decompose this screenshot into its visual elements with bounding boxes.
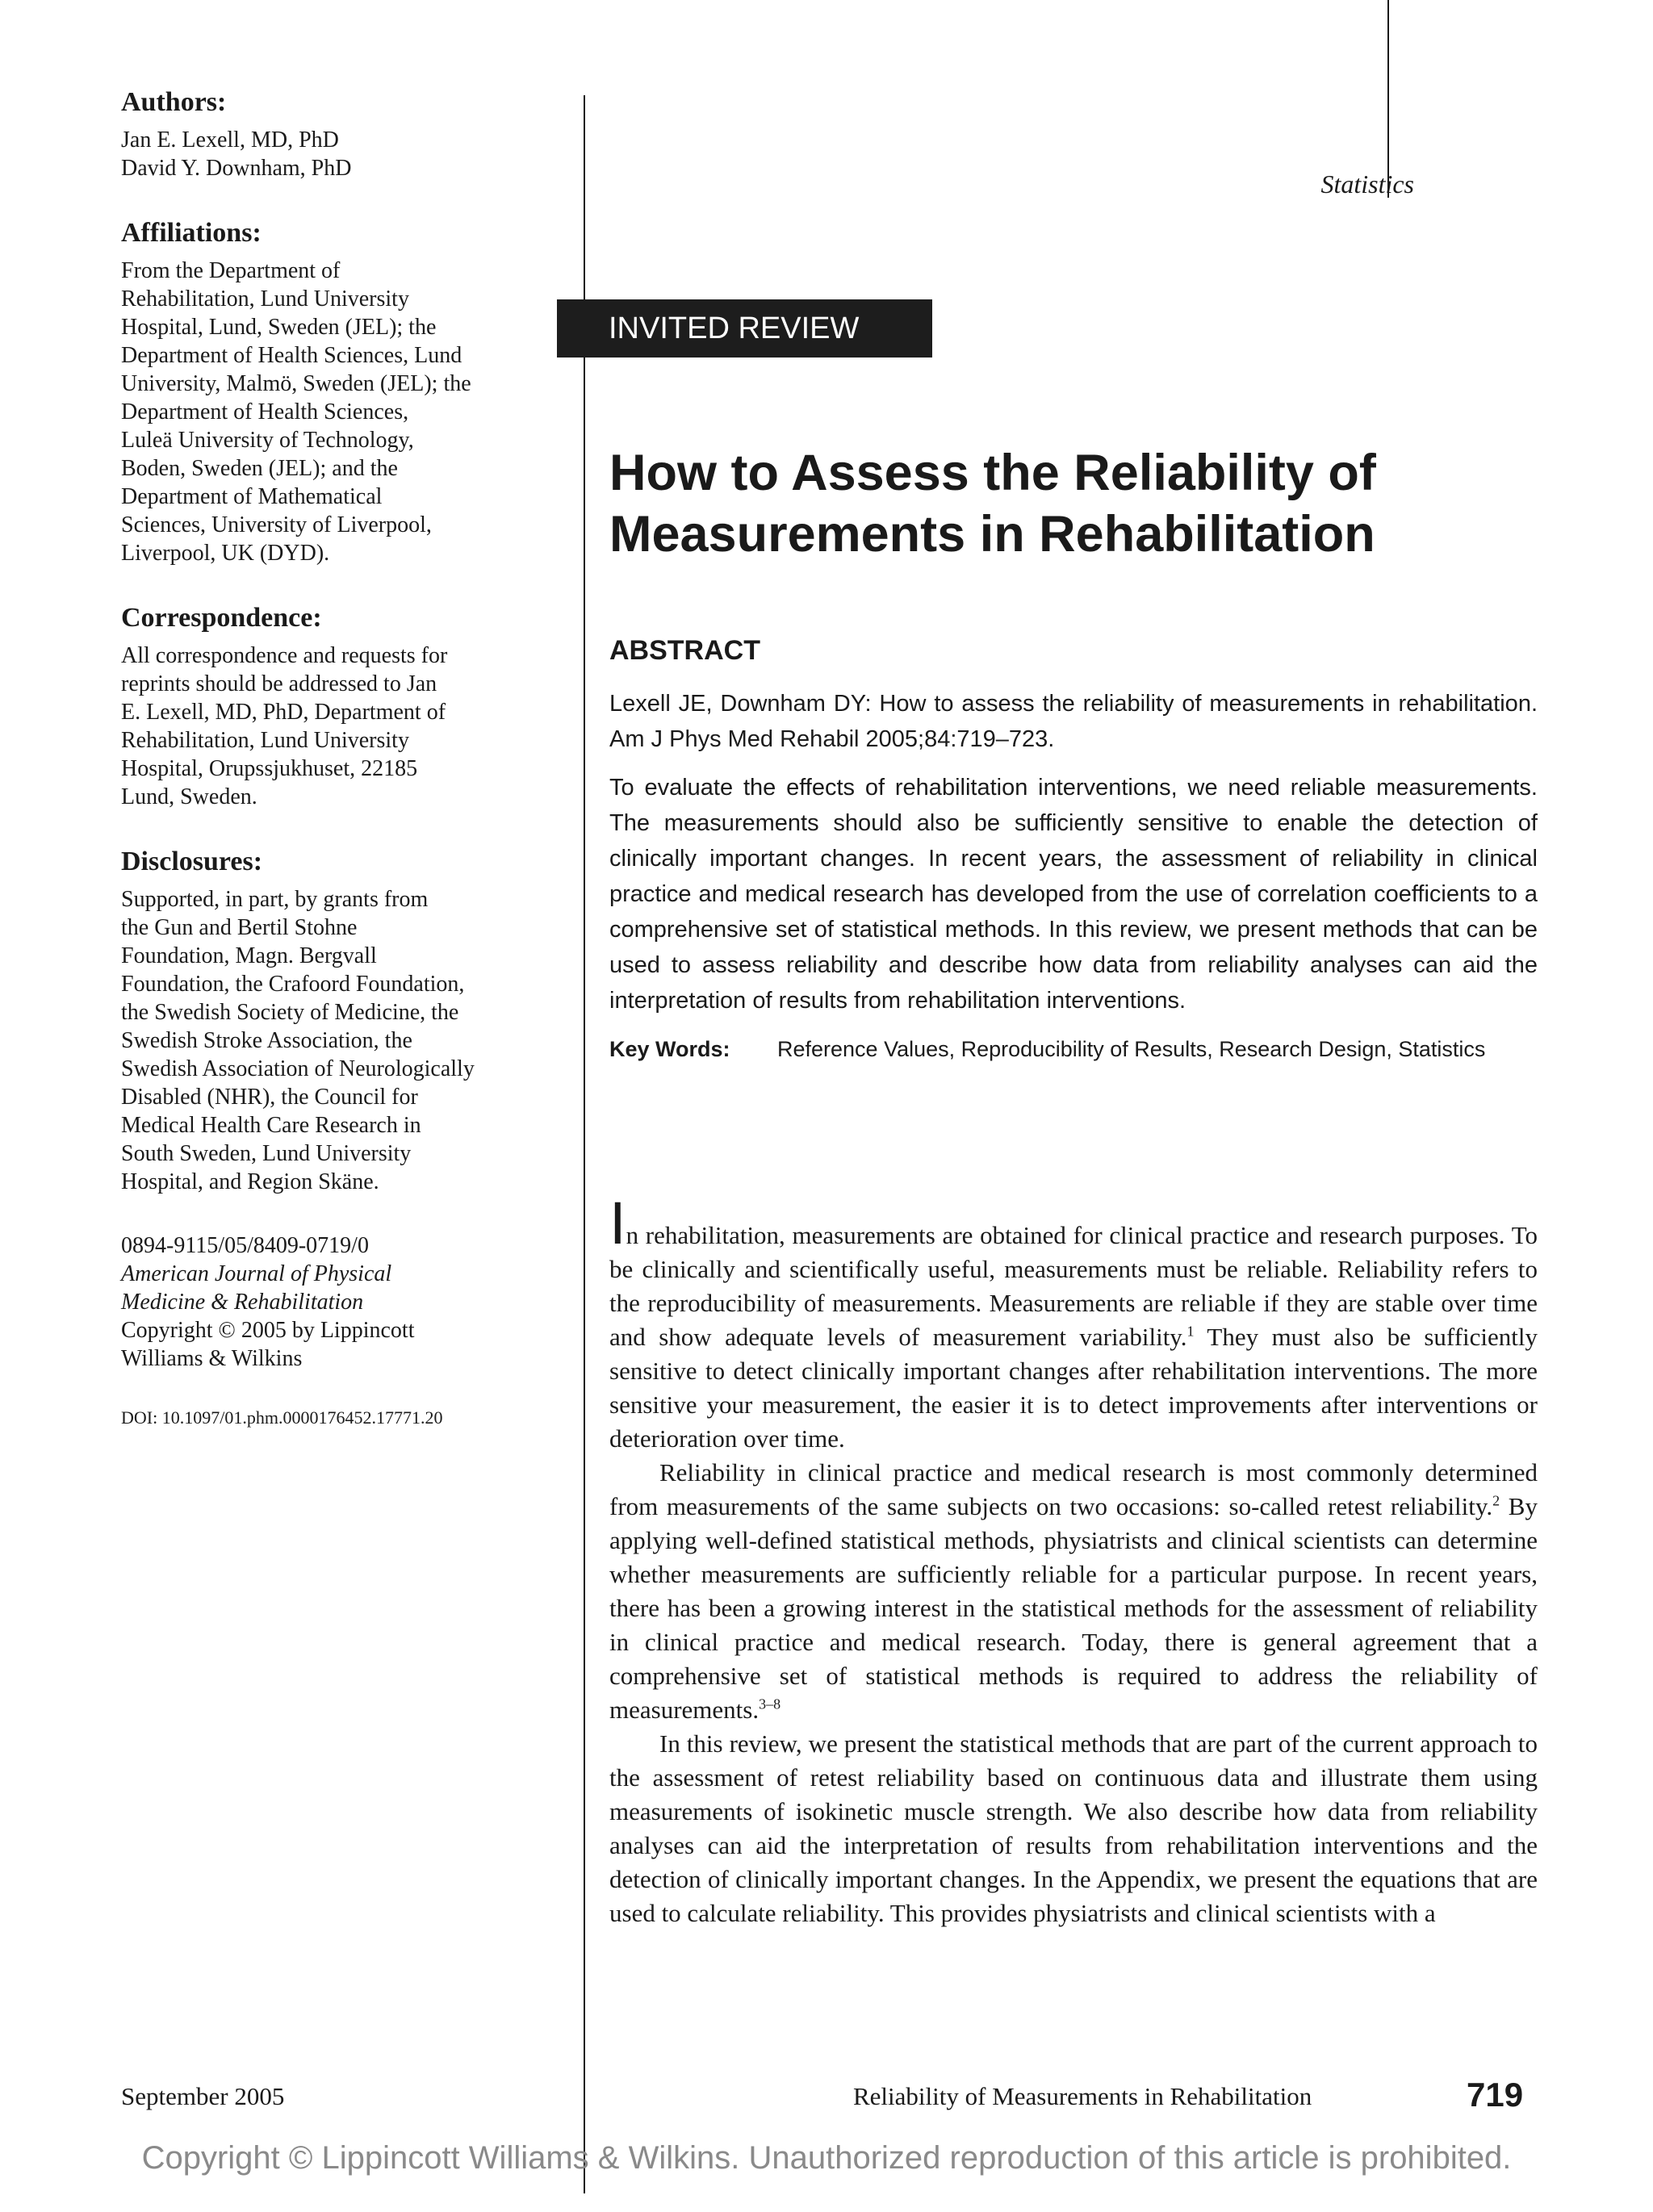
keywords-label: Key Words: — [609, 1037, 730, 1061]
affiliation-line: Department of Health Sciences, Lund — [121, 343, 462, 368]
disclosures-section — [121, 847, 541, 1196]
sidebar — [121, 87, 541, 1432]
citation-ref-3-8[interactable]: 3–8 — [759, 1696, 781, 1712]
correspondence-line: reprints should be addressed to Jan — [121, 671, 437, 696]
affiliations-section — [121, 218, 541, 567]
issn: 0894-9115/05/8409-0719/0 — [121, 1233, 369, 1258]
journal-name-line-1: American Journal of Physical — [121, 1261, 392, 1286]
journal-name-line-2: Medicine & Rehabilitation — [121, 1290, 364, 1315]
abstract-citation: Lexell JE, Downham DY: How to assess the reliability of measurements in rehabilitation. Am J Phys Med Rehabil 2005;84:719–723. — [609, 691, 1538, 752]
correspondence-line: Rehabilitation, Lund University — [121, 728, 409, 753]
copyright-watermark: Copyright © Lippincott Williams & Wilkins. Unauthorized reproduction of this article is prohibited. — [141, 2140, 1512, 2176]
article-type-banner — [557, 299, 932, 358]
body-p2-text-b: By applying well-defined statistical methods, physiatrists and clinical scientists can determine whether measurements are sufficiently reliable for a particular purpose. In recent years, there has been a growing interest in the statistical methods for the assessment of reliability in clinical practice and medical research. Today, there is general agreement that a comprehensive set of statistical methods is required to address the reliability of measurements. — [609, 1492, 1538, 1724]
header-divider — [1387, 0, 1389, 198]
column-divider — [584, 95, 585, 2193]
correspondence-line: Hospital, Orupssjukhuset, 22185 — [121, 756, 418, 781]
body-paragraph-3: In this review, we present the statistical methods that are part of the current approach to the assessment of retest reliability based on continuous data and illustrate them using measurements of isokinetic muscle strength. We also describe how data from reliability analyses can aid the interpretation of results from rehabilitation interventions and the detection of clinically important changes. In the Appendix, we present the equations that are used to calculate reliability. This provides physiatrists and clinical scientists with a — [609, 1729, 1538, 1927]
disclosure-line: Medical Health Care Research in — [121, 1113, 421, 1138]
disclosure-line: the Gun and Bertil Stohne — [121, 915, 358, 940]
citation-ref-2[interactable]: 2 — [1492, 1492, 1500, 1509]
disclosure-line: South Sweden, Lund University — [121, 1141, 412, 1166]
body-p1-text-a: n rehabilitation, measurements are obtained for clinical practice and research purposes. To be clinically and scientifically useful, measurements must be reliable. Reliability refers to the reproducibility of measurements. Measurements are reliable if they are stable over time and show adequate levels of measurement variability. — [609, 1221, 1538, 1351]
authors-heading: Authors: — [121, 87, 227, 117]
correspondence-heading: Correspondence: — [121, 603, 322, 633]
abstract — [609, 686, 1538, 1067]
publication-info — [121, 1231, 541, 1432]
disclosure-line: Foundation, the Crafoord Foundation, — [121, 972, 465, 997]
doi: DOI: 10.1097/01.phm.0000176452.17771.20 — [121, 1407, 443, 1428]
body-p1-text-b: They must also be sufficiently sensitive to detect clinically important changes after rehabilitation interventions. The more sensitive your measurement, the easier it is to detect improvements after interventions or deterioration over time. — [609, 1323, 1538, 1453]
citation-ref-1[interactable]: 1 — [1186, 1323, 1195, 1340]
author-2: David Y. Downham, PhD — [121, 156, 352, 181]
copyright-line-2: Williams & Wilkins — [121, 1346, 303, 1371]
disclosure-line: Swedish Stroke Association, the — [121, 1028, 412, 1053]
affiliation-line: Luleä University of Technology, — [121, 428, 414, 453]
affiliation-line: Department of Mathematical — [121, 484, 383, 509]
footer-running-title: Reliability of Measurements in Rehabilitation — [853, 2082, 1312, 2110]
affiliation-line: Liverpool, UK (DYD). — [121, 541, 330, 566]
correspondence-line: Lund, Sweden. — [121, 784, 257, 809]
disclosure-line: the Swedish Society of Medicine, the — [121, 1000, 459, 1025]
abstract-text: To evaluate the effects of rehabilitation interventions, we need reliable measurements. The measurements should also be sufficiently sensitive to enable the detection of clinically important changes. In recent years, the assessment of reliability in clinical practice and medical research has developed from the use of correlation coefficients to a comprehensive set of statistical methods. In this review, we present methods that can be used to assess reliability and describe how data from reliability analyses can aid the interpretation of results from rehabilitation interventions. — [609, 775, 1538, 1014]
copyright-line-1: Copyright © 2005 by Lippincott — [121, 1318, 415, 1343]
banner-text: INVITED REVIEW — [609, 311, 860, 345]
disclosure-line: Disabled (NHR), the Council for — [121, 1085, 418, 1110]
correspondence-section — [121, 603, 541, 811]
body-p2-text-a: Reliability in clinical practice and medical research is most commonly determined from measurements of the same subjects on two occasions: so-called retest reliability. — [609, 1458, 1538, 1520]
correspondence-line: E. Lexell, MD, PhD, Department of — [121, 700, 446, 725]
correspondence-line: All correspondence and requests for — [121, 643, 448, 668]
abstract-heading: ABSTRACT — [609, 635, 760, 666]
disclosure-line: Swedish Association of Neurologically — [121, 1056, 475, 1081]
disclosure-line: Hospital, and Region Skäne. — [121, 1169, 379, 1194]
body-paragraph-1 — [609, 1190, 1538, 1456]
affiliation-line: Hospital, Lund, Sweden (JEL); the — [121, 315, 437, 340]
drop-cap: I — [609, 1190, 626, 1257]
page-number: 719 — [1467, 2076, 1524, 2114]
affiliation-line: From the Department of — [121, 258, 341, 283]
affiliation-line: Department of Health Sciences, — [121, 399, 409, 424]
disclosure-line: Foundation, Magn. Bergvall — [121, 943, 377, 968]
body-paragraph-2 — [609, 1456, 1538, 1727]
section-label: Statistics — [1320, 169, 1414, 199]
footer-date: September 2005 — [121, 2082, 285, 2110]
keywords — [609, 1031, 1538, 1067]
disclosures-heading: Disclosures: — [121, 847, 263, 876]
affiliation-line: Rehabilitation, Lund University — [121, 286, 409, 312]
affiliation-line: University, Malmö, Sweden (JEL); the — [121, 371, 471, 396]
article-title: How to Assess the Reliability of Measurements in Rehabilitation — [609, 445, 1376, 562]
affiliation-line: Sciences, University of Liverpool, — [121, 512, 432, 537]
affiliation-line: Boden, Sweden (JEL); and the — [121, 456, 398, 481]
keywords-list: Reference Values, Reproducibility of Results, Research Design, Statistics — [777, 1037, 1486, 1061]
article-body — [609, 1190, 1538, 1930]
affiliations-heading: Affiliations: — [121, 218, 262, 248]
author-1: Jan E. Lexell, MD, PhD — [121, 128, 339, 153]
authors-section — [121, 87, 541, 182]
disclosure-line: Supported, in part, by grants from — [121, 887, 429, 912]
